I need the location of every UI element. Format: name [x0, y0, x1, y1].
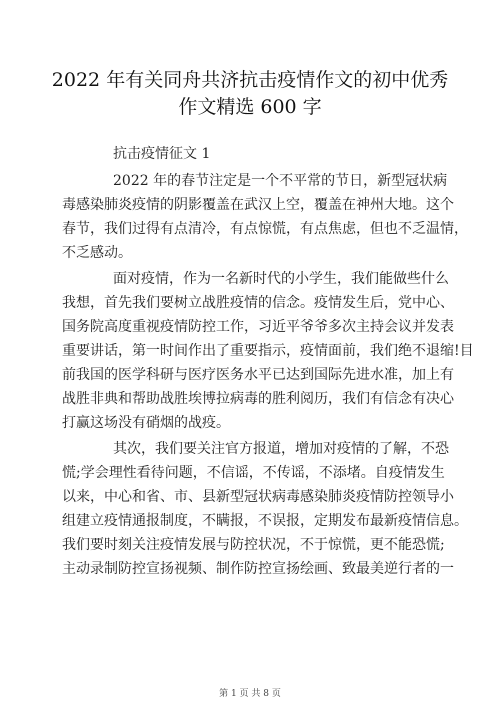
paragraph-1-line-4: 不乏感动。: [62, 245, 132, 261]
paragraph-1-line-3: 春节，我们过得有点清冷，有点惊慌，有点焦虑，但也不乏温情，: [62, 221, 468, 237]
paragraph-3-line-5: 我们要时刻关注疫情发展与防控状况，不于惊慌，更不能恐慌;: [62, 537, 445, 553]
paragraph-3-line-4: 组建立疫情通报制度，不瞒报，不误报，定期发布最新疫情信息。: [62, 513, 468, 529]
section-heading: 抗击疫情征文 1: [113, 146, 211, 162]
paragraph-3-line-1: 其次，我们要关注官方报道，增加对疫情的了解，不恐: [113, 441, 449, 457]
paragraph-2-line-5: 前我国的医学科研与医疗医务水平已达到国际先进水准，加上有: [62, 367, 454, 383]
document-title-line-2: 作文精选 600 字: [178, 96, 322, 118]
paragraph-2-line-2: 我想，首先我们要树立战胜疫情的信念。疫情发生后，党中心、: [62, 295, 454, 311]
paragraph-2-line-7: 打赢这场没有硝烟的战疫。: [62, 415, 230, 431]
paragraph-2-line-1: 面对疫情，作为一名新时代的小学生，我们能做些什么: [113, 271, 449, 287]
paragraph-3-line-3: 以来，中心和省、市、县新型冠状病毒感染肺炎疫情防控领导小: [62, 489, 454, 505]
paragraph-2-line-3: 国务院高度重视疫情防控工作，习近平爷爷多次主持会议并发表: [62, 319, 454, 335]
paragraph-2-line-4: 重要讲话，第一时间作出了重要指示，疫情面前，我们绝不退缩!目: [62, 343, 474, 359]
paragraph-3-line-6: 主动录制防控宣扬视频、制作防控宣扬绘画、致最美逆行者的一: [62, 561, 454, 577]
document-title-line-1: 2022 年有关同舟共济抗击疫情作文的初中优秀: [51, 69, 449, 91]
page-footer: 第 1 页 共 8 页: [219, 689, 281, 699]
paragraph-2-line-6: 战胜非典和帮助战胜埃博拉病毒的胜利阅历，我们有信念有决心: [62, 391, 454, 407]
paragraph-3-line-2: 慌;学会理性看待问题，不信谣，不传谣，不添堵。自疫情发生: [62, 465, 445, 481]
paragraph-1-line-1: 2022 年的春节注定是一个不平常的节日，新型冠状病: [113, 173, 448, 189]
paragraph-1-line-2: 毒感染肺炎疫情的阴影覆盖在武汉上空，覆盖在神州大地。这个: [62, 197, 454, 213]
